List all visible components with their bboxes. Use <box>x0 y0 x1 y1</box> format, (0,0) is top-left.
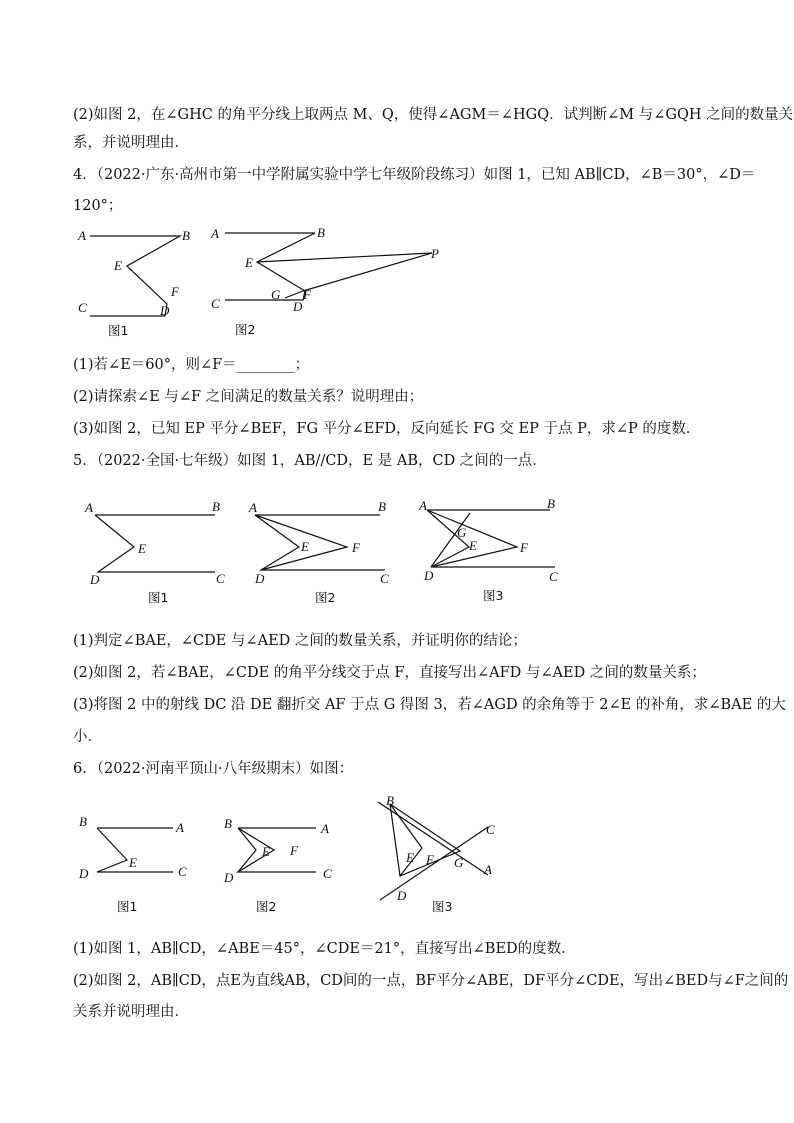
line-14: (1)如图 1，AB∥CD，∠ABE＝45°，∠CDE＝21°，直接写出∠BED的度数． <box>73 941 576 957</box>
label-F: F <box>352 540 360 555</box>
label-E: E <box>129 855 137 870</box>
label-F: F <box>426 852 434 867</box>
label-E: E <box>114 258 122 273</box>
label-D: D <box>293 299 303 314</box>
label-D: D <box>79 866 89 881</box>
label-A: A <box>419 498 427 513</box>
label-G: G <box>454 855 464 870</box>
line-6: (2)请探索∠E 与∠F 之间满足的数量关系？说明理由； <box>73 389 424 405</box>
caption-fig2: 图2 <box>256 899 277 914</box>
label-F: F <box>290 843 298 858</box>
line-3: 4．（2022·广东·高州市第一中学附属实验中学七年级阶段练习）如图 1，已知 AB∥CD，∠B＝30°，∠D＝ <box>73 167 756 183</box>
problem5-figure-2 <box>245 495 405 610</box>
label-P: P <box>431 246 439 261</box>
label-G: G <box>457 525 467 540</box>
label-D: D <box>424 568 434 583</box>
caption-fig3: 图3 <box>483 588 504 603</box>
line-7: (3)如图 2，已知 EP 平分∠BEF，FG 平分∠EFD，反向延长 FG 交 EP 于点 P，求∠P 的度数． <box>73 421 701 437</box>
label-A: A <box>78 228 86 243</box>
label-C: C <box>78 300 87 315</box>
label-B: B <box>317 225 325 240</box>
label-C: C <box>178 864 187 879</box>
line-10: (2)如图 2，若∠BAE，∠CDE 的角平分线交于点 F，直接写出∠AFD 与∠AED 之间的数量关系； <box>73 665 706 681</box>
label-D: D <box>160 303 170 318</box>
line-16: 关系并说明理由． <box>73 1004 189 1020</box>
problem6-figure-3 <box>370 790 510 920</box>
label-D: D <box>255 571 265 586</box>
line-11: (3)将图 2 中的射线 DC 沿 DE 翻折交 AF 于点 G 得图 3，若∠AGD 的余角等于 2∠E 的补角，求∠BAE 的大 <box>73 697 786 713</box>
label-C: C <box>549 569 558 584</box>
label-E: E <box>138 541 146 556</box>
label-E: E <box>301 539 309 554</box>
line-8: 5．（2022·全国·七年级）如图 1，AB//CD，E 是 AB，CD 之间的一点． <box>73 453 547 469</box>
label-A: A <box>249 500 257 515</box>
label-A: A <box>211 226 219 241</box>
label-B: B <box>224 816 232 831</box>
label-C: C <box>380 571 389 586</box>
label-E: E <box>262 844 270 859</box>
problem4-figure-1 <box>70 222 200 342</box>
line-13: 6．（2022·河南平顶山·八年级期末）如图： <box>73 761 354 777</box>
problem5-figure-3 <box>415 495 575 610</box>
label-A: A <box>85 500 93 515</box>
label-A: A <box>176 820 184 835</box>
caption-fig2: 图2 <box>315 590 336 605</box>
label-E: E <box>469 538 477 553</box>
line-5: (1)若∠E＝60°，则∠F＝________； <box>73 357 310 373</box>
label-C: C <box>486 822 495 837</box>
caption-fig1: 图1 <box>108 323 129 338</box>
label-B: B <box>182 228 190 243</box>
caption-fig2: 图2 <box>235 322 256 337</box>
label-B: B <box>378 499 386 514</box>
label-E: E <box>406 850 414 865</box>
label-A: A <box>321 821 329 836</box>
problem5-figure-1 <box>80 495 240 610</box>
line-1: (2)如图 2，在∠GHC 的角平分线上取两点 M、Q，使得∠AGM＝∠HGQ．试判断∠M 与∠GQH 之间的数量关 <box>73 107 794 123</box>
label-F: F <box>303 287 311 302</box>
problem6-figure-1 <box>75 810 205 920</box>
label-B: B <box>79 814 87 829</box>
line-2: 系，并说明理由． <box>73 135 189 151</box>
label-A: A <box>484 862 492 877</box>
caption-fig1: 图1 <box>148 590 169 605</box>
label-B: B <box>547 496 555 511</box>
label-D: D <box>224 870 234 885</box>
problem6-figure-2 <box>220 810 350 920</box>
label-C: C <box>211 296 220 311</box>
line-12: 小． <box>73 729 102 745</box>
label-G: G <box>271 287 281 302</box>
label-D: D <box>90 572 100 587</box>
label-C: C <box>216 571 225 586</box>
label-B: B <box>386 793 394 808</box>
line-9: (1)判定∠BAE，∠CDE 与∠AED 之间的数量关系，并证明你的结论； <box>73 633 527 649</box>
label-B: B <box>212 499 220 514</box>
line-15: (2)如图 2，AB∥CD，点E为直线AB，CD间的一点，BF平分∠ABE，DF平分∠CDE，写出∠BED与∠F之间的 <box>73 973 789 989</box>
label-D: D <box>397 888 407 903</box>
label-C: C <box>323 866 332 881</box>
label-E: E <box>245 255 253 270</box>
line-4: 120°； <box>73 198 123 214</box>
label-F: F <box>171 284 179 299</box>
caption-fig3: 图3 <box>432 899 453 914</box>
caption-fig1: 图1 <box>117 899 138 914</box>
problem4-figure-2 <box>205 222 445 342</box>
label-F: F <box>520 540 528 555</box>
